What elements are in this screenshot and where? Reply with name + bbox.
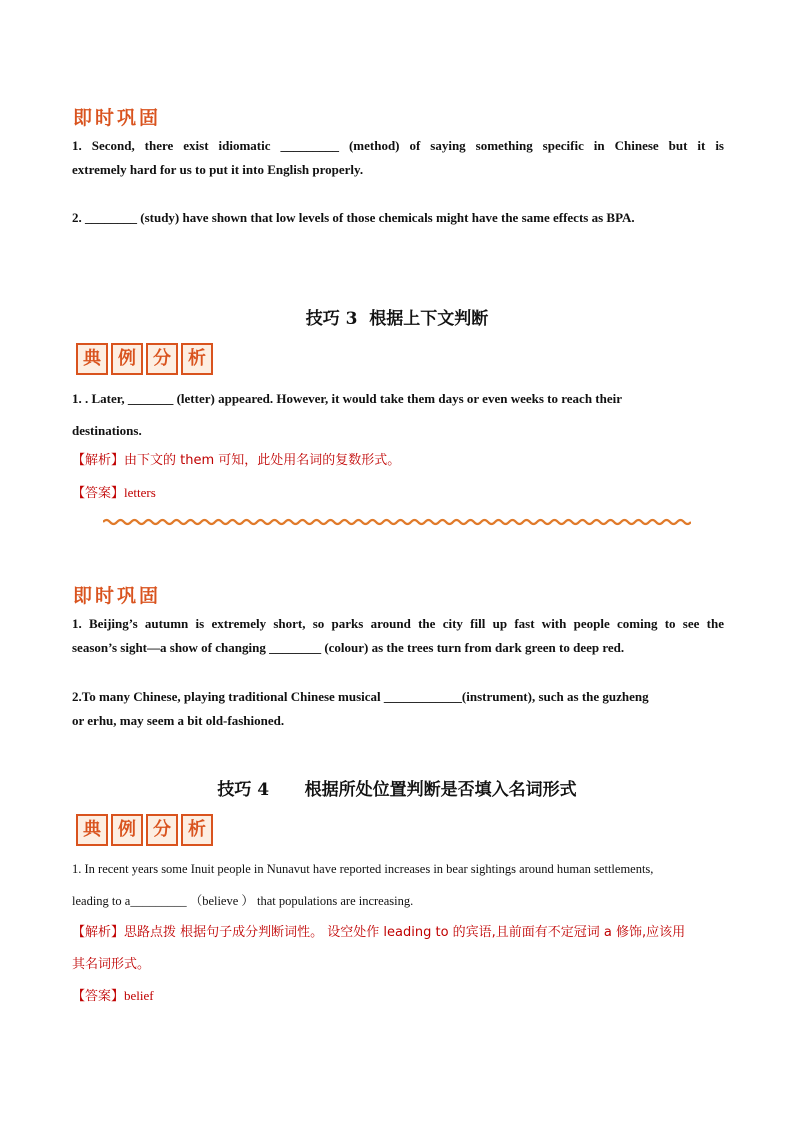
badge-char: 析 [181,814,213,846]
analysis-label: 【解析】 [72,453,125,468]
s3-answer [72,484,156,503]
s4-example-line-1: 1. In recent years some Inuit people in Nunavut have reported increases in bear sightings around human settlements, [72,862,654,876]
badge-char: 例 [111,814,143,846]
answer-label: 【答案】 [72,486,125,501]
s3-analysis [72,452,400,470]
section-3-heading: 技巧 3 根据上下文判断 [305,309,489,329]
analysis-text: 由下文的 them 可知，此处用名词的复数形式。 [124,453,401,468]
badge-char: 例 [111,343,143,375]
s2-question-1-line-1: 1. Second, there exist idiomatic _________ (method) of saying something specific in Chinese but it is [72,138,724,153]
analysis-label: 【解析】 [72,925,125,940]
s3-question-1-line-1: 1. Beijing’s autumn is extremely short, so parks around the city fill up fast with people coming to see the [72,616,724,631]
s4-answer [72,987,154,1006]
badge-char: 典 [76,814,108,846]
answer-label: 【答案】 [72,989,125,1004]
badge-char: 典 [76,343,108,375]
s3-question-2-line-1: 2.To many Chinese, playing traditional Chinese musical ____________(instrument), such as the guzheng [72,689,649,704]
s4-analysis-line-1 [72,924,685,942]
analysis-text: 思路点拨 根据句子成分判断词性。 设空处作 leading to 的宾语,且前面有不定冠词 a 修饰,应该用 [124,925,686,940]
answer-text: letters [124,485,156,500]
consolidate-badge: 即时巩固 [73,585,162,607]
badge-char: 析 [181,343,213,375]
s3-question-1-line-2: season’s sight—a show of changing ________ (colour) as the trees turn from dark green to deep red. [72,640,625,655]
badge-char: 分 [146,814,178,846]
badge-char: 分 [146,343,178,375]
s2-question-2: 2. ________ (study) have shown that low levels of those chemicals might have the same effects as BPA. [72,210,635,225]
example-analysis-badge [76,343,213,375]
section-4-heading: 技巧 4 根据所处位置判断是否填入名词形式 [217,780,577,800]
s3-example-line-2: destinations. [72,423,142,438]
s4-analysis-line-2: 其名词形式。 [72,957,151,972]
consolidate-badge: 即时巩固 [73,107,162,129]
s3-question-2-line-2: or erhu, may seem a bit old-fashioned. [72,713,285,728]
example-analysis-badge [76,814,213,846]
answer-text: belief [124,988,154,1003]
wave-divider [103,516,691,528]
s3-example-line-1: 1. . Later, _______ (letter) appeared. However, it would take them days or even weeks to reach their [72,391,623,406]
s2-question-1-line-2: extremely hard for us to put it into English properly. [72,162,364,177]
s4-example-line-2: leading to a_________ （believe ） that populations are increasing. [72,894,414,908]
